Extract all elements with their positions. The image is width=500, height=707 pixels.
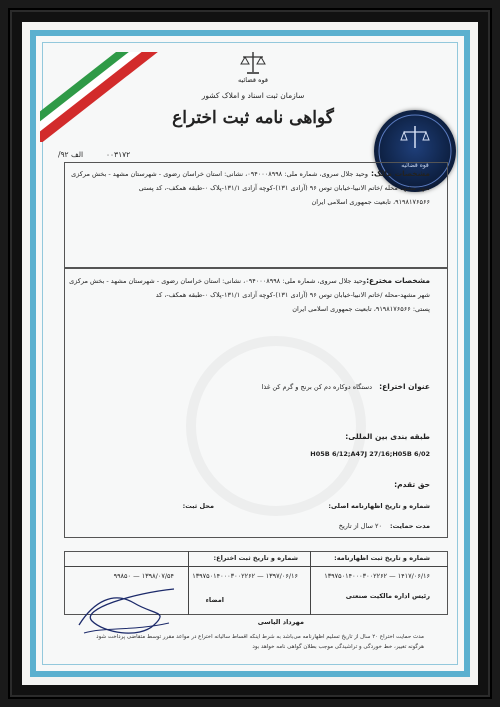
- table-col2-value: ۱۳۹۷/۰۶/۱۶ — ۱۳۹۷۵۰۱۴۰۰۰۳۰۰۲۲۶۲: [192, 572, 298, 580]
- table-col3-value: ۱۳۹۸/۰۷/۵۴ — ۹۹۸۵۰: [113, 572, 174, 580]
- place-label: محل ثبت:: [182, 502, 214, 510]
- invention-title-label: عنوان اختراع:: [379, 382, 430, 391]
- priority-label: حق تقدم:: [394, 480, 430, 489]
- official-title: رئیس اداره مالکیت صنعتی: [345, 592, 430, 600]
- protection-label: مدت حمایت:: [390, 522, 430, 530]
- inventor-line-1: وحید جلال سروی، شماره ملی: ۰۹۴۰۰۰۸۹۹۸، نشانی: استان خراسان رضوی - شهرستان مشهد - بخش مرکزی: [69, 277, 366, 285]
- invention-title-value: دستگاه دوکاره دم کن برنج و گرم کن غذا: [261, 383, 372, 391]
- owner-line-1: وحید جلال سروی، شماره ملی: ۰۹۴۰۰۰۸۹۹۸، نشانی: استان خراسان رضوی - شهرستان مشهد - بخش مرکزی: [71, 170, 368, 178]
- certificate: [30, 30, 470, 677]
- inventor-label: مشخصات مخترع:: [366, 276, 430, 285]
- table-divider: [64, 566, 448, 567]
- table-col-divider-2: [310, 551, 311, 615]
- table-col1-label: شماره و تاریخ ثبت اظهارنامه:: [334, 554, 430, 562]
- serial-number: ۰۰۳۱۷۲: [106, 150, 131, 159]
- classification-value: H05B 6/12;A47J 27/16;H05B 6/02: [310, 450, 430, 458]
- classification-label: طبقه بندی بین المللی:: [345, 432, 430, 441]
- series-code: الف ۹۲/: [58, 150, 84, 159]
- footer-note-2: هرگونه تغییر، خط خوردگی و تراشیدگی موجب بطلان گواهی نامه خواهد بود: [252, 644, 424, 650]
- emblem-caption: قوه قضائیه: [238, 76, 268, 84]
- flag-ribbon: [40, 52, 170, 142]
- owner-line-2: شهر مشهد-محله /خاتم الانبیا-خیابان توس ۹۶ (آزادی ۱۳۱)-کوچه آزادی ۱۳۱/۱-پلاک ۰-طبقه همکف-، کد پستی: [138, 184, 430, 192]
- table-col1-value: ۱۴۱۷/۰۶/۱۶ — ۱۳۹۷۵۰۱۴۰۰۰۳۰۰۲۲۶۲: [324, 572, 430, 580]
- inventor-line-2: شهر مشهد-محله /خاتم الانبیا-خیابان توس ۹۶ (آزادی ۱۳۱)-کوچه آزادی ۱۳۱/۱-پلاک ۰-طبقه همکف-، کد: [155, 291, 430, 299]
- table-col2-label: شماره و تاریخ ثبت اختراع:: [213, 554, 298, 562]
- footer-note-1: مدت حمایت اختراع ۲۰ سال از تاریخ تسلیم اظهارنامه می‌باشد به شرط اینکه اقساط سالیانه اختراع در مواعد مقرر توسط متقاضی پرداخت شود: [96, 634, 424, 640]
- certificate-title: گواهی نامه ثبت اختراع: [172, 108, 334, 128]
- table-col-divider-1: [188, 551, 189, 615]
- watermark-emblem: [186, 336, 366, 516]
- filing-date-label: شماره و تاریخ اظهارنامه اصلی:: [328, 502, 430, 510]
- judiciary-emblem-icon: [239, 50, 267, 76]
- inventor-line-3: پستی: ۹۱۹۸۱۷۶۵۶۶، تابعیت جمهوری اسلامی ایران: [292, 305, 430, 313]
- organization-name: سازمان ثبت اسناد و املاک کشور: [201, 91, 305, 100]
- official-name: مهرداد الیاسی: [257, 618, 304, 626]
- protection-value: ۲۰ سال از تاریخ: [338, 522, 382, 530]
- owner-line-3: ۹۱۹۸۱۷۶۵۶۶، تابعیت جمهوری اسلامی ایران: [311, 198, 430, 206]
- owner-label: مشخصات مالک:: [371, 169, 430, 178]
- seal-caption: قوه قضائیه: [401, 162, 429, 169]
- handwritten-signature: [74, 581, 184, 641]
- signature-label: امضاء: [205, 596, 224, 604]
